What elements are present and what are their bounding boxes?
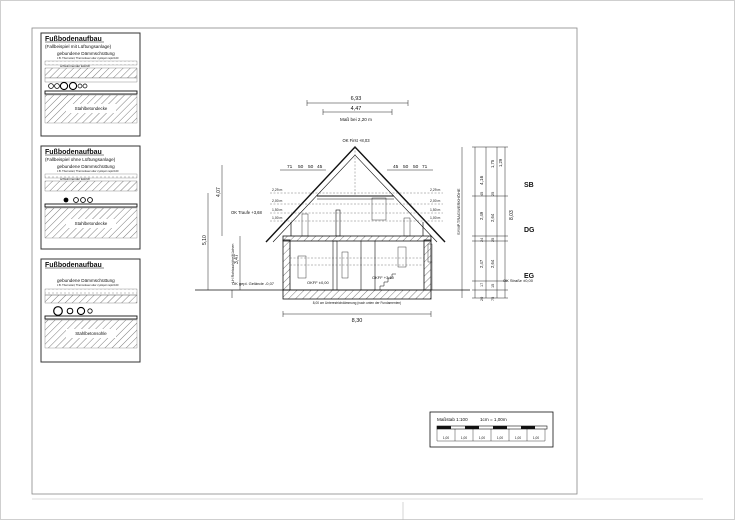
dim-right-a: 45 [393,165,399,170]
dim-left-b: 50 [298,165,304,170]
dim-right-total: 8,03 [509,210,515,220]
scale-tick: 1,00 [532,436,540,440]
dim-r-4: 2,64 [490,213,495,222]
dim-vertical-label: SYMP.TRAGWERKHÖHE [456,188,461,235]
dim-r-7: 45 [480,191,484,196]
scale-tick: 1,00 [478,436,486,440]
dim-left-lower: 3,47 [234,254,240,264]
dim-left-upper: 4,07 [216,187,222,197]
scale-tick: 1,00 [514,436,522,440]
dim-r-9: 24 [480,237,484,242]
dim-left-d: 45 [317,165,323,170]
dim-left-a: 71 [287,165,293,170]
floor-detail-panel-1 [41,33,140,136]
dim-r-12: 15 [491,283,495,288]
dim-r-10: 25 [491,237,495,242]
label-ok-traufe: OK Traufe +3,68 [231,210,262,215]
layer-insulation-label: gebundene Dämmschüttung [57,51,115,56]
scale-unit: 1cm = 1,00m [480,417,507,422]
floor-label-sb: SB [524,182,534,189]
height-left-2: 2,00 m [272,199,283,203]
label-ok-strasse: OK Straße ±0,00 [503,278,533,283]
layer-slab-label: Stahlbetonsohle [75,331,107,336]
layer-insulation-note: z.B. Thermoteil, Thermofeuer oder cyclopor rapid 100 [57,57,119,60]
height-left-3: 1,50 m [272,208,283,212]
dim-r-2: 1,75 [490,159,495,168]
dim-r-3: 2,49 [479,211,484,220]
scale-bar [430,412,553,447]
dim-left-c: 50 [308,165,314,170]
top-dimensions [280,100,433,317]
dim-right-b: 50 [403,165,409,170]
panel-title: Fußbodenaufbau [45,149,102,156]
height-left-1: 2,29 m [272,188,283,192]
dim-r-1: 1,29 [498,158,503,167]
scale-tick: 1,00 [460,436,468,440]
layer-insulation-note: z.B. Thermoteil, Thermofeuer oder cyclopor rapid 100 [57,170,119,173]
label-okff-eg: OKFF ±0,00 [307,280,329,285]
scale-tick: 1,00 [442,436,450,440]
layer-slab-label: Stahlbetondecke [74,221,108,226]
dim-r-8: 25 [491,191,495,196]
dim-left-total: 5,10 [202,235,208,245]
layer-slab-label: Stahlbetondecke [74,106,108,111]
height-right-2: 2,00 m [430,199,441,203]
panel-title: Fußbodenaufbau [45,36,102,43]
floor-detail-panel-3 [41,259,140,362]
height-right-1: 2,29 m [430,188,441,192]
left-dimensions [208,165,240,290]
height-right-3: 1,50 m [430,208,441,212]
dim-r-6: 2,64 [490,259,495,268]
layer-screed-label: schwimmender Estrich [60,64,91,68]
dim-right-c: 50 [413,165,419,170]
label-ok-first: OK First +8,03 [342,138,370,143]
label-okff-dg: OKFF +3,10 [372,275,394,280]
dim-top-total: 6,93 [350,96,362,102]
dim-right-roof: 4,16 [480,175,485,185]
dim-r-5: 2,47 [479,259,484,268]
floor-label-eg: EG [524,273,535,280]
dim-r-14: 20 [480,296,484,301]
dim-r-11: 17 [480,282,484,287]
dim-right-d: 71 [422,165,428,170]
dim-bottom-total: 8,30 [351,318,363,324]
dim-r-13: 75 [491,296,495,301]
layer-insulation-note: z.B. Thermoteil, Thermofeuer oder cyclopor rapid 100 [57,284,119,287]
floor-label-dg: DG [524,227,535,234]
right-dimensions [462,147,508,298]
floor-detail-panel-2 [41,146,140,249]
label-ok-gelaende: OK gepl. Gelände -0,07 [232,281,275,286]
dim-top-inner: 4,47 [350,106,362,112]
scale-tick: 1,00 [496,436,504,440]
panel-title: Fußbodenaufbau [45,262,102,269]
dim-note: Maß bei 2,20 m [340,117,372,122]
layer-insulation-label: gebundene Dämmschüttung [57,164,115,169]
height-right-4: 1,00 m [430,216,441,220]
panel-subtitle: (Fallbeispiel ohne Lüftungsanlage) [45,157,116,162]
panel-subtitle: (Fallbeispiel mit Lüftungsanlage) [45,44,112,49]
label-rohbau: LH Rohbauhöhe/Küchen [231,243,235,283]
layer-screed-label: schwimmender Estrich [60,177,91,181]
height-left-4: 1,00 m [272,216,283,220]
foundation-note: 8,00 cm Unterestrichdämmung (nach unten der Fundamenten) [312,301,402,305]
layer-insulation-label: gebundene Dämmschüttung [57,278,115,283]
scale-title: Maßstab 1:100 [437,417,468,422]
